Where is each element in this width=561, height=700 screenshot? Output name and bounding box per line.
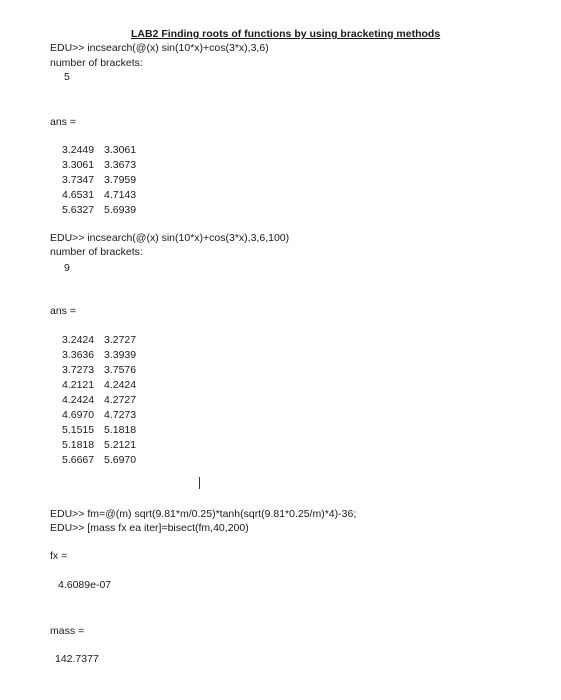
- command-incsearch-2: EDU>> incsearch(@(x) sin(10*x)+cos(3*x),3,6,100): [50, 232, 290, 244]
- table-row: [62, 173, 136, 188]
- table-cell: 5.6939: [104, 204, 137, 216]
- table-row: [62, 188, 136, 203]
- table-row: [62, 438, 136, 453]
- table-cell: 3.7347: [62, 174, 95, 186]
- table-row: [62, 453, 136, 468]
- ans-label-1: ans =: [50, 116, 76, 128]
- table-cell: 3.2424: [62, 334, 95, 346]
- table-row: [62, 363, 136, 378]
- table-cell: 5.6327: [62, 204, 95, 216]
- table-cell: 4.2424: [104, 379, 137, 391]
- table-row: [62, 423, 136, 438]
- table-row: [62, 393, 136, 408]
- table-cell: 3.2727: [104, 334, 137, 346]
- table-cell: 4.7273: [104, 409, 137, 421]
- table-row: [62, 158, 136, 173]
- table-cell: 4.7143: [104, 189, 137, 201]
- table-cell: 5.6667: [62, 454, 95, 466]
- fx-label: fx =: [50, 550, 68, 562]
- table-cell: 3.2449: [62, 144, 95, 156]
- table-cell: 3.3061: [62, 159, 95, 171]
- table-row: [62, 378, 136, 393]
- ans-table-1: [62, 143, 136, 218]
- table-row: [62, 348, 136, 363]
- table-row: [62, 333, 136, 348]
- table-row: [62, 203, 136, 218]
- command-incsearch-1: EDU>> incsearch(@(x) sin(10*x)+cos(3*x),3,6): [50, 42, 269, 54]
- fx-value: 4.6089e-07: [58, 579, 112, 591]
- table-cell: 4.6970: [62, 409, 95, 421]
- table-cell: 5.1818: [104, 424, 137, 436]
- table-cell: 3.7273: [62, 364, 95, 376]
- brackets-value-1: 5: [64, 71, 70, 83]
- brackets-label-2: number of brackets:: [50, 246, 143, 258]
- table-cell: 5.1818: [62, 439, 95, 451]
- ans-label-2: ans =: [50, 305, 76, 317]
- table-cell: 4.6531: [62, 189, 95, 201]
- table-cell: 5.6970: [104, 454, 137, 466]
- table-cell: 3.7576: [104, 364, 137, 376]
- table-cell: 5.1515: [62, 424, 95, 436]
- text-cursor: [199, 477, 200, 489]
- table-cell: 4.2727: [104, 394, 137, 406]
- command-bisect: EDU>> [mass fx ea iter]=bisect(fm,40,200): [50, 522, 249, 534]
- brackets-value-2: 9: [64, 262, 70, 274]
- table-cell: 3.3939: [104, 349, 137, 361]
- brackets-label-1: number of brackets:: [50, 57, 143, 69]
- mass-value: 142.7377: [55, 653, 99, 665]
- table-cell: 3.3673: [104, 159, 137, 171]
- table-cell: 3.7959: [104, 174, 137, 186]
- table-cell: 3.3636: [62, 349, 95, 361]
- table-cell: 4.2424: [62, 394, 95, 406]
- table-cell: 4.2121: [62, 379, 95, 391]
- command-fm: EDU>> fm=@(m) sqrt(9.81*m/0.25)*tanh(sqrt(9.81*0.25/m)*4)-36;: [50, 508, 357, 520]
- table-row: [62, 143, 136, 158]
- mass-label: mass =: [50, 625, 85, 637]
- document-title: LAB2 Finding roots of functions by using bracketing methods: [131, 28, 441, 40]
- table-cell: 5.2121: [104, 439, 137, 451]
- table-row: [62, 408, 136, 423]
- ans-table-2: [62, 333, 136, 468]
- table-cell: 3.3061: [104, 144, 137, 156]
